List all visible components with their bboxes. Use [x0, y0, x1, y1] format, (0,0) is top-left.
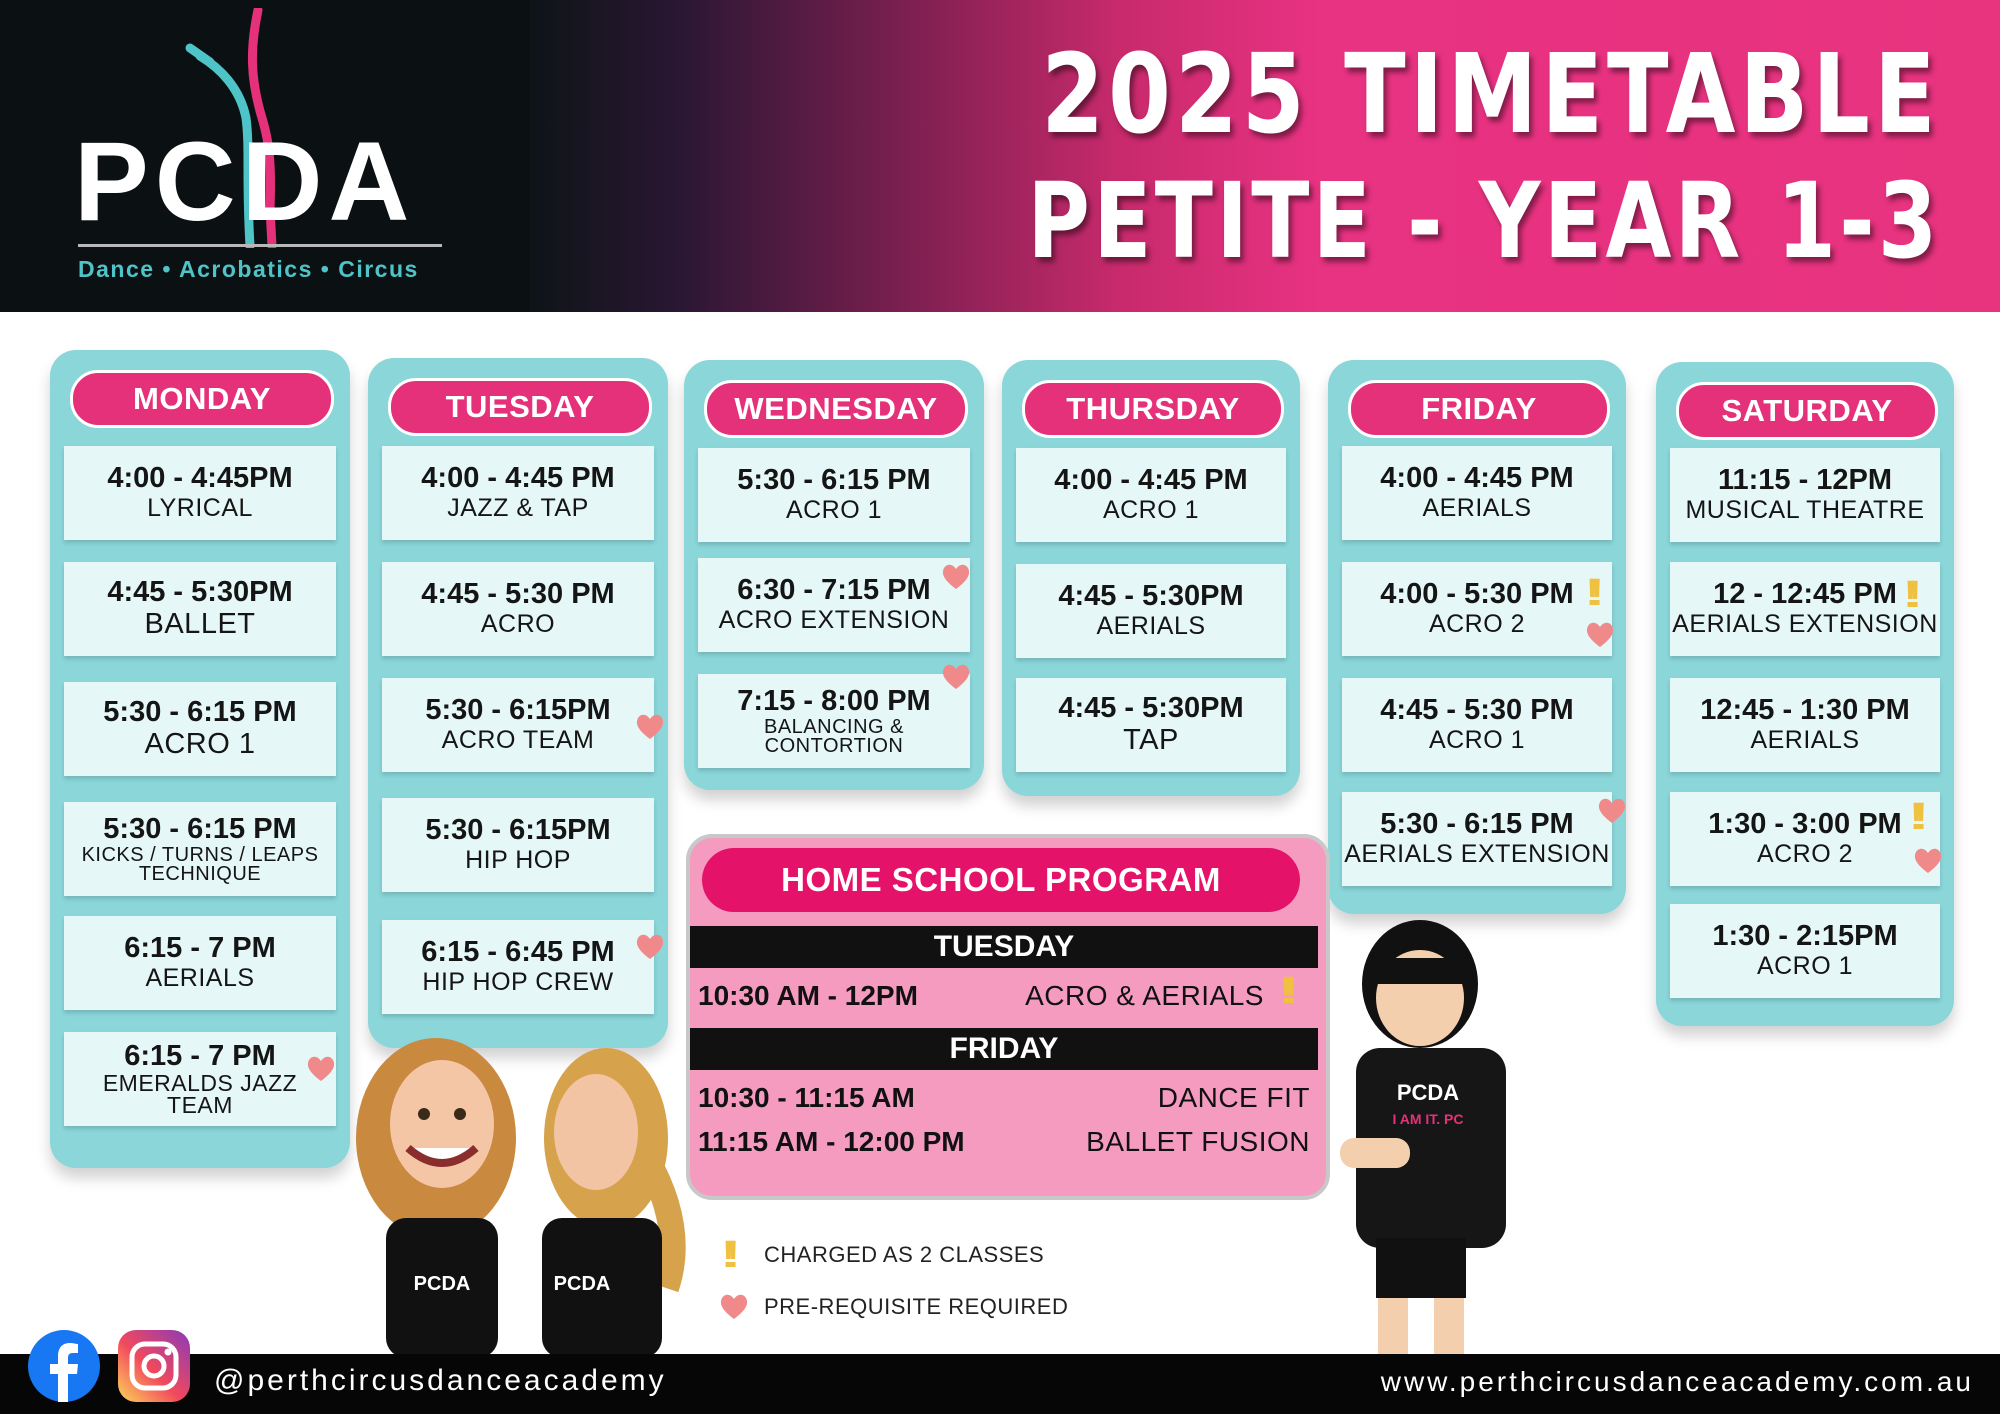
class-slot[interactable]	[1670, 904, 1940, 998]
slot-time: 4:45 - 5:30PM	[1058, 580, 1244, 613]
class-slot[interactable]	[698, 448, 970, 542]
slot-class: MUSICAL THEATRE	[1685, 496, 1925, 525]
slot-time: 12:45 - 1:30 PM	[1700, 694, 1910, 727]
class-slot[interactable]	[1670, 792, 1940, 886]
class-slot[interactable]	[1342, 792, 1612, 886]
slot-time: 1:30 - 2:15PM	[1712, 920, 1898, 953]
day-column-saturday	[1656, 362, 1954, 1026]
header-banner	[0, 0, 2000, 312]
class-slot[interactable]	[64, 682, 336, 776]
class-slot[interactable]	[1342, 562, 1612, 656]
class-slot[interactable]	[1670, 448, 1940, 542]
home-school-day-friday: FRIDAY	[690, 1028, 1318, 1070]
row-class: BALLET FUSION	[1086, 1126, 1310, 1157]
slot-class: ACRO 1	[1102, 496, 1200, 525]
slot-class: JAZZ & TAP	[447, 494, 589, 523]
exclamation-icon: !!	[722, 1234, 732, 1276]
class-slot[interactable]	[1016, 448, 1286, 542]
slot-class: ACRO 2	[1428, 610, 1526, 639]
slot-class: ACRO 1	[785, 496, 883, 525]
slot-time: 4:00 - 5:30 PM	[1380, 578, 1574, 611]
class-slot[interactable]	[1670, 562, 1940, 656]
class-slot[interactable]	[382, 446, 654, 540]
slot-class: LYRICAL	[147, 494, 253, 523]
day-header-monday: MONDAY	[70, 370, 334, 428]
home-school-row[interactable]	[698, 980, 1310, 1016]
day-column-tuesday	[368, 358, 668, 1048]
slot-time: 4:45 - 5:30PM	[107, 576, 293, 609]
home-school-panel	[686, 834, 1330, 1200]
slot-class: ACRO 1	[1428, 726, 1526, 755]
page-subtitle: PETITE - YEAR 1-3	[1026, 160, 1940, 282]
exclamation-icon: !!	[1904, 574, 1914, 616]
slot-time: 6:30 - 7:15 PM	[737, 574, 931, 607]
exclamation-icon: !!	[1910, 796, 1920, 838]
slot-class: AERIALS	[1096, 612, 1206, 641]
slot-time: 4:00 - 4:45PM	[107, 462, 293, 495]
slot-time: 4:00 - 4:45 PM	[1054, 464, 1248, 497]
facebook-icon[interactable]	[28, 1330, 100, 1402]
day-column-friday	[1328, 360, 1626, 914]
home-school-row[interactable]	[698, 1082, 1310, 1118]
day-column-monday	[50, 350, 350, 1168]
slot-class: ACRO TEAM	[441, 726, 595, 755]
social-handle[interactable]: @perthcircusdanceacademy	[214, 1364, 667, 1397]
slot-class: ACRO	[480, 610, 556, 639]
exclamation-icon: !!	[1586, 572, 1596, 614]
class-slot[interactable]	[1342, 446, 1612, 540]
slot-time: 5:30 - 6:15 PM	[103, 696, 297, 729]
home-school-day-tuesday: TUESDAY	[690, 926, 1318, 968]
slot-time: 4:45 - 5:30PM	[1058, 692, 1244, 725]
row-time: 10:30 AM - 12PM	[698, 980, 918, 1011]
slot-class: TAP	[1123, 724, 1179, 756]
day-header-tuesday: TUESDAY	[388, 378, 652, 436]
slot-time: 4:45 - 5:30 PM	[421, 578, 615, 611]
page-title: 2025 TIMETABLE	[1041, 30, 1940, 158]
logo-tagline: Dance • Acrobatics • Circus	[78, 256, 419, 282]
class-slot[interactable]	[64, 916, 336, 1010]
class-slot[interactable]	[64, 446, 336, 540]
slot-time: 6:15 - 7 PM	[124, 1040, 276, 1073]
slot-class: AERIALS	[1750, 726, 1860, 755]
class-slot[interactable]	[1342, 678, 1612, 772]
slot-class: AERIALS	[145, 964, 255, 993]
home-school-title: HOME SCHOOL PROGRAM	[702, 848, 1300, 912]
slot-class: ACRO 1	[1756, 952, 1854, 981]
instagram-icon[interactable]	[118, 1330, 190, 1402]
slot-time: 4:00 - 4:45 PM	[1380, 462, 1574, 495]
slot-time: 6:15 - 6:45 PM	[421, 936, 615, 969]
heart-icon	[1596, 794, 1628, 826]
day-header-thursday: THURSDAY	[1022, 380, 1284, 438]
slot-class: HIP HOP CREW	[422, 968, 614, 997]
slot-class: AERIALS	[1422, 494, 1532, 523]
slot-class: BALLET	[144, 608, 256, 640]
day-header-wednesday: WEDNESDAY	[704, 380, 968, 438]
class-slot[interactable]	[1016, 564, 1286, 658]
logo-text: PCDA	[74, 119, 416, 244]
class-slot[interactable]	[382, 562, 654, 656]
heart-icon	[305, 1052, 337, 1084]
slot-time: 6:15 - 7 PM	[124, 932, 276, 965]
slot-time: 7:15 - 8:00 PM	[737, 685, 931, 718]
day-header-friday: FRIDAY	[1348, 380, 1610, 438]
slot-class: ACRO EXTENSION	[718, 606, 950, 635]
slot-class: EMERALDS JAZZ TEAM	[102, 1070, 298, 1118]
slot-time: 5:30 - 6:15PM	[425, 694, 611, 727]
slot-class: HIP HOP	[465, 846, 571, 875]
heart-icon	[634, 710, 666, 742]
legend-prerequisite: PRE-REQUISITE REQUIRED	[764, 1294, 1069, 1319]
day-column-wednesday	[684, 360, 984, 790]
slot-time: 12 - 12:45 PM	[1713, 578, 1897, 611]
slot-time: 5:30 - 6:15PM	[425, 814, 611, 847]
class-slot[interactable]	[382, 678, 654, 772]
day-column-thursday	[1002, 360, 1300, 796]
heart-icon	[1584, 618, 1616, 650]
slot-class: AERIALS EXTENSION	[1672, 610, 1938, 639]
slot-class: ACRO 2	[1756, 840, 1854, 869]
row-class: ACRO & AERIALS	[1025, 980, 1264, 1011]
slot-time: 5:30 - 6:15 PM	[103, 813, 297, 846]
class-slot[interactable]	[64, 1032, 336, 1126]
boy-photo	[1316, 918, 1526, 1358]
class-slot[interactable]	[382, 920, 654, 1014]
shirt-text-bottom: I AM IT. PC	[1392, 1111, 1464, 1127]
class-slot[interactable]	[64, 802, 336, 896]
class-slot[interactable]	[1016, 678, 1286, 772]
slot-class: KICKS / TURNS / LEAPS TECHNIQUE	[81, 843, 319, 885]
slot-time: 5:30 - 6:15 PM	[737, 464, 931, 497]
slot-time: 5:30 - 6:15 PM	[1380, 808, 1574, 841]
girls-photo	[346, 1028, 706, 1358]
home-school-row[interactable]	[698, 1126, 1310, 1162]
slot-class: AERIALS EXTENSION	[1344, 840, 1610, 869]
row-time: 11:15 AM - 12:00 PM	[698, 1126, 965, 1157]
slot-class: ACRO 1	[144, 728, 256, 760]
heart-icon	[718, 1290, 750, 1322]
logo	[0, 0, 530, 312]
heart-icon	[940, 560, 972, 592]
class-slot[interactable]	[698, 674, 970, 768]
day-header-saturday: SATURDAY	[1676, 382, 1938, 440]
slot-time: 4:00 - 4:45 PM	[421, 462, 615, 495]
slot-time: 11:15 - 12PM	[1717, 464, 1893, 497]
class-slot[interactable]	[64, 562, 336, 656]
shirt-text-right: PCDA	[553, 1273, 611, 1295]
heart-icon	[634, 930, 666, 962]
slot-time: 1:30 - 3:00 PM	[1708, 808, 1902, 841]
class-slot[interactable]	[382, 798, 654, 892]
row-time: 10:30 - 11:15 AM	[698, 1082, 915, 1113]
class-slot[interactable]	[1670, 678, 1940, 772]
exclamation-icon: !!	[1280, 970, 1290, 1012]
logo-divider	[78, 244, 442, 247]
slot-time: 4:45 - 5:30 PM	[1380, 694, 1574, 727]
heart-icon	[1912, 844, 1944, 876]
website-link[interactable]: www.perthcircusdanceacademy.com.au	[1380, 1366, 1974, 1397]
row-class: DANCE FIT	[1157, 1082, 1310, 1113]
shirt-text-top: PCDA	[1396, 1080, 1460, 1105]
slot-class: BALANCING & CONTORTION	[764, 715, 904, 757]
legend-charged: CHARGED AS 2 CLASSES	[764, 1242, 1045, 1267]
class-slot[interactable]	[698, 558, 970, 652]
shirt-text-left: PCDA	[413, 1273, 471, 1295]
heart-icon	[940, 660, 972, 692]
